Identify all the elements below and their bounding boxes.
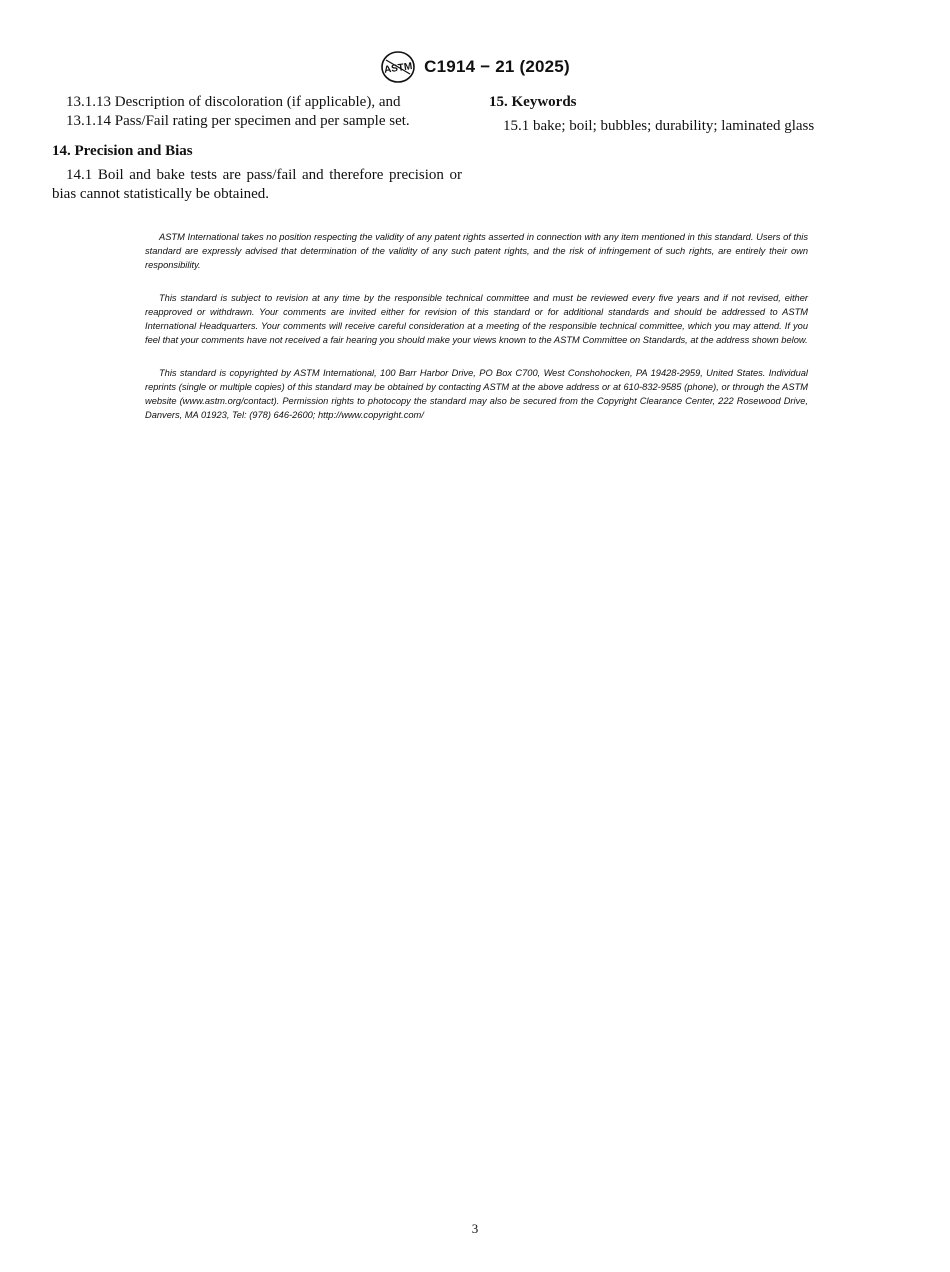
list-item: 13.1.13 Description of discoloration (if applicable), and [66, 94, 401, 110]
section-heading-precision-and-bias: 14. Precision and Bias [52, 143, 193, 159]
section-paragraph: 14.1 Boil and bake tests are pass/fail and therefore precision or bias cannot statistically be obtained. [52, 167, 462, 202]
page-number: 3 [471, 1221, 479, 1236]
revision-notice: This standard is subject to revision at any time by the responsible technical committee and must be reviewed every five years and if not revised, either reapproved or withdrawn. Your comments are invited either for revision of this standard or for additional standards and should be addressed to ASTM International Headquarters. Your comments will receive careful consideration at a meeting of the responsible technical committee, which you may attend. If you feel that your comments have not received a fair hearing you should make your views known to the ASTM Committee on Standards, at the address shown below. [145, 293, 808, 345]
standard-designation: C1914 − 21 (2025) [424, 57, 570, 76]
page-header [0, 50, 950, 84]
copyright-notice: This standard is copyrighted by ASTM International, 100 Barr Harbor Drive, PO Box C700, West Conshohocken, PA 19428-2959, United States. Individual reprints (single or multiple copies) of this standard may be obtained by contacting ASTM at the above address or at 610-832-9585 (phone), or through the ASTM website (www.astm.org/contact). Permission rights to photocopy the standard may also be secured from the Copyright Clearance Center, 222 Rosewood Drive, Danvers, MA 01923, Tel: (978) 646-2600; http://www.copyright.com/ [145, 368, 808, 420]
section-heading-keywords: 15. Keywords [489, 94, 577, 110]
svg-text:ASTM: ASTM [383, 61, 414, 76]
keywords-paragraph: 15.1 bake; boil; bubbles; durability; laminated glass [503, 118, 815, 134]
list-item: 13.1.14 Pass/Fail rating per specimen and per sample set. [66, 113, 410, 129]
right-column [489, 93, 869, 136]
patent-notice: ASTM International takes no position respecting the validity of any patent rights asserted in connection with any item mentioned in this standard. Users of this standard are expressly advised that determination of the validity of any such patent rights, and the risk of infringement of such rights, are entirely their own responsibility. [145, 232, 808, 270]
legal-notices [145, 230, 808, 441]
astm-logo-icon [380, 50, 416, 84]
left-column [52, 93, 462, 204]
